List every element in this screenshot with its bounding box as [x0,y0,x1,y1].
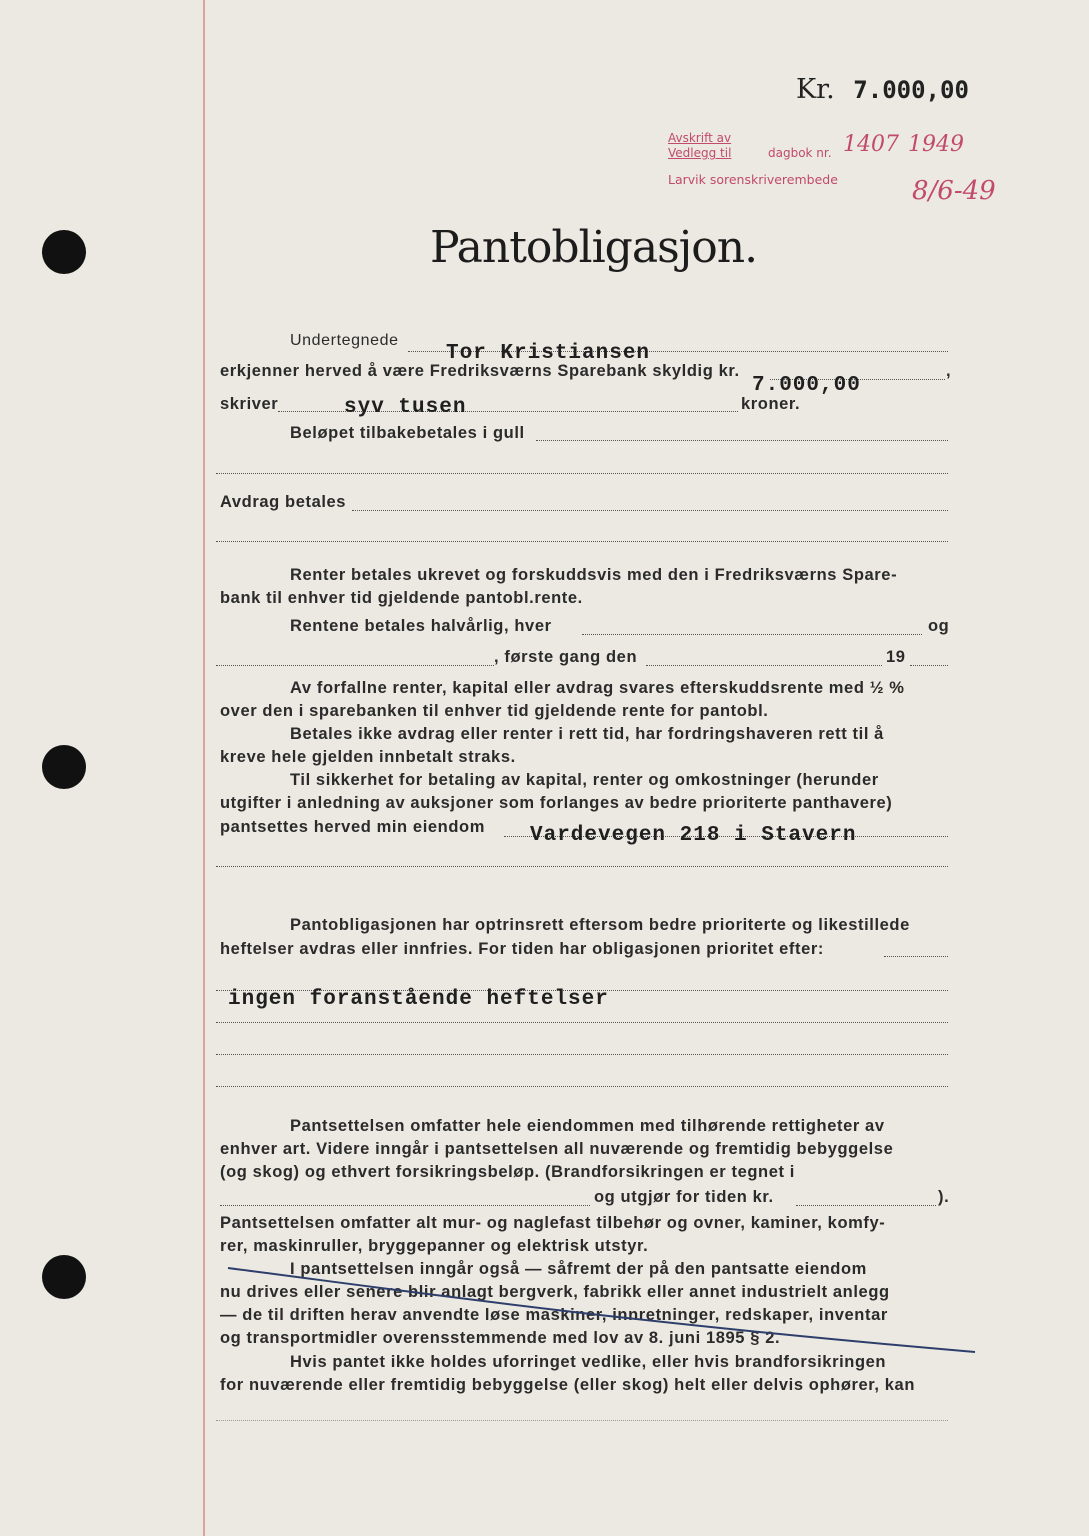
skriver-label: skriver [220,395,279,413]
hvis-line-2: for nuværende eller fremtidig bebyggelse (eller skog) helt eller delvis ophører, kan [220,1376,916,1394]
header-amount [796,74,969,105]
optrinsrett-line-2: heftelser avdras eller innfries. For tiden har obligasjonen prioritet efter: [220,940,824,958]
dotted-line [884,956,948,957]
property-address: Vardevegen 218 i Stavern [530,824,857,847]
stamp-office: Larvik sorenskriverembede [668,172,838,187]
stamp-date: 8/6-49 [912,176,996,206]
kroner-label: kroner. [741,395,801,413]
omfatter-line-3: (og skog) og ethvert forsikringsbeløp. (Brandforsikringen er tegnet i [220,1163,795,1181]
kr-label: Kr. [796,74,835,105]
year-prefix: 19 [886,648,906,666]
stamp-line-avskrift: Avskrift av [668,131,732,145]
betales-line-1: Betales ikke avdrag eller renter i rett tid, har fordringshaveren rett til å [290,725,884,743]
stamp-line-vedlegg: Vedlegg til [668,146,732,160]
hvis-line-1: Hvis pantet ikke holdes uforringet vedlike, eller hvis brandforsikringen [290,1353,887,1371]
tilbake-label: Beløpet tilbakebetales i gull [290,424,525,442]
dotted-line [216,473,948,474]
page-title: Pantobligasjon. [430,222,758,273]
close-paren: ). [938,1188,950,1206]
dotted-line [216,1420,948,1421]
margin-line [203,0,205,1536]
sikkerhet-line-2: utgifter i anledning av auksjoner som forlanges av bedre prioriterte panthavere) [220,794,893,812]
forfalne-line-2: over den i sparebanken til enhver tid gjeldende rente for pantobl. [220,702,769,720]
utgjor-label: og utgjør for tiden kr. [594,1188,774,1206]
stamp-dagbok-label: dagbok nr. [768,146,832,160]
undertegnede-label: Undertegnede [290,332,399,349]
dotted-line [910,665,948,666]
erkjenner-text: erkjenner herved å være Fredriksværns Sparebank skyldig kr. [220,362,740,380]
pantsettes-label: pantsettes herved min eiendom [220,818,485,836]
dotted-line [216,1086,948,1087]
murfast-line-2: rer, maskinruller, bryggepanner og elektrisk utstyr. [220,1237,649,1255]
renter-line-1: Renter betales ukrevet og forskuddsvis med den i Fredriksværns Spare- [290,566,898,584]
inngaar-line-2: nu drives eller senere blir anlagt bergverk, fabrikk eller annet industrielt anlegg [220,1283,890,1301]
amount-in-words: syv tusen [344,396,467,419]
sikkerhet-line-1: Til sikkerhet for betaling av kapital, renter og omkostninger (herunder [290,771,879,789]
stamp-dagbok-number: 1407 [843,132,899,157]
dotted-line [216,866,948,867]
dotted-line [646,665,882,666]
dotted-line [216,541,948,542]
renter-line-2: bank til enhver tid gjeldende pantobl.rente. [220,589,583,607]
optrinsrett-line-1: Pantobligasjonen har optrinsrett eftersom bedre prioriterte og likestillede [290,916,910,934]
typed-amount: 7.000,00 [752,374,861,397]
omfatter-line-1: Pantsettelsen omfatter hele eiendommen med tilhørende rettigheter av [290,1117,885,1135]
rentene-label: Rentene betales halvårlig, hver [290,617,552,635]
dotted-line [216,1022,948,1023]
dotted-line [216,1054,948,1055]
forfalne-line-1: Av forfallne renter, kapital eller avdrag svares efterskuddsrente med ½ % [290,679,905,697]
murfast-line-1: Pantsettelsen omfatter alt mur- og naglefast tilbehør og ovner, kaminer, komfy- [220,1214,886,1232]
priority-text: ingen foranstående heftelser [228,988,609,1011]
avdrag-label: Avdrag betales [220,493,347,511]
betales-line-2: kreve hele gjelden innbetalt straks. [220,748,516,766]
dotted-line [536,440,948,441]
dotted-line [582,634,922,635]
stamp-year: 1949 [908,132,964,157]
punch-hole [42,745,86,789]
debtor-name: Tor Kristiansen [446,342,651,365]
omfatter-line-2: enhver art. Videre inngår i pantsettelsen all nuværende og fremtidig bebyggelse [220,1140,894,1158]
inngaar-line-3: — de til driften herav anvendte løse maskiner, innretninger, redskaper, inventar [220,1306,888,1324]
comma: , [946,362,952,380]
dotted-line [220,1205,590,1206]
inngaar-line-4: og transportmidler overensstemmende med lov av 8. juni 1895 § 2. [220,1329,781,1347]
forste-gang-label: , første gang den [494,648,638,666]
punch-hole [42,1255,86,1299]
punch-hole [42,230,86,274]
header-amount-value: 7.000,00 [853,76,969,104]
dotted-line [352,510,948,511]
og-label: og [928,617,950,635]
inngaar-line-1: I pantsettelsen inngår også — såfremt der på den pantsatte eiendom [290,1260,867,1278]
dotted-line [796,1205,936,1206]
dotted-line [216,665,494,666]
